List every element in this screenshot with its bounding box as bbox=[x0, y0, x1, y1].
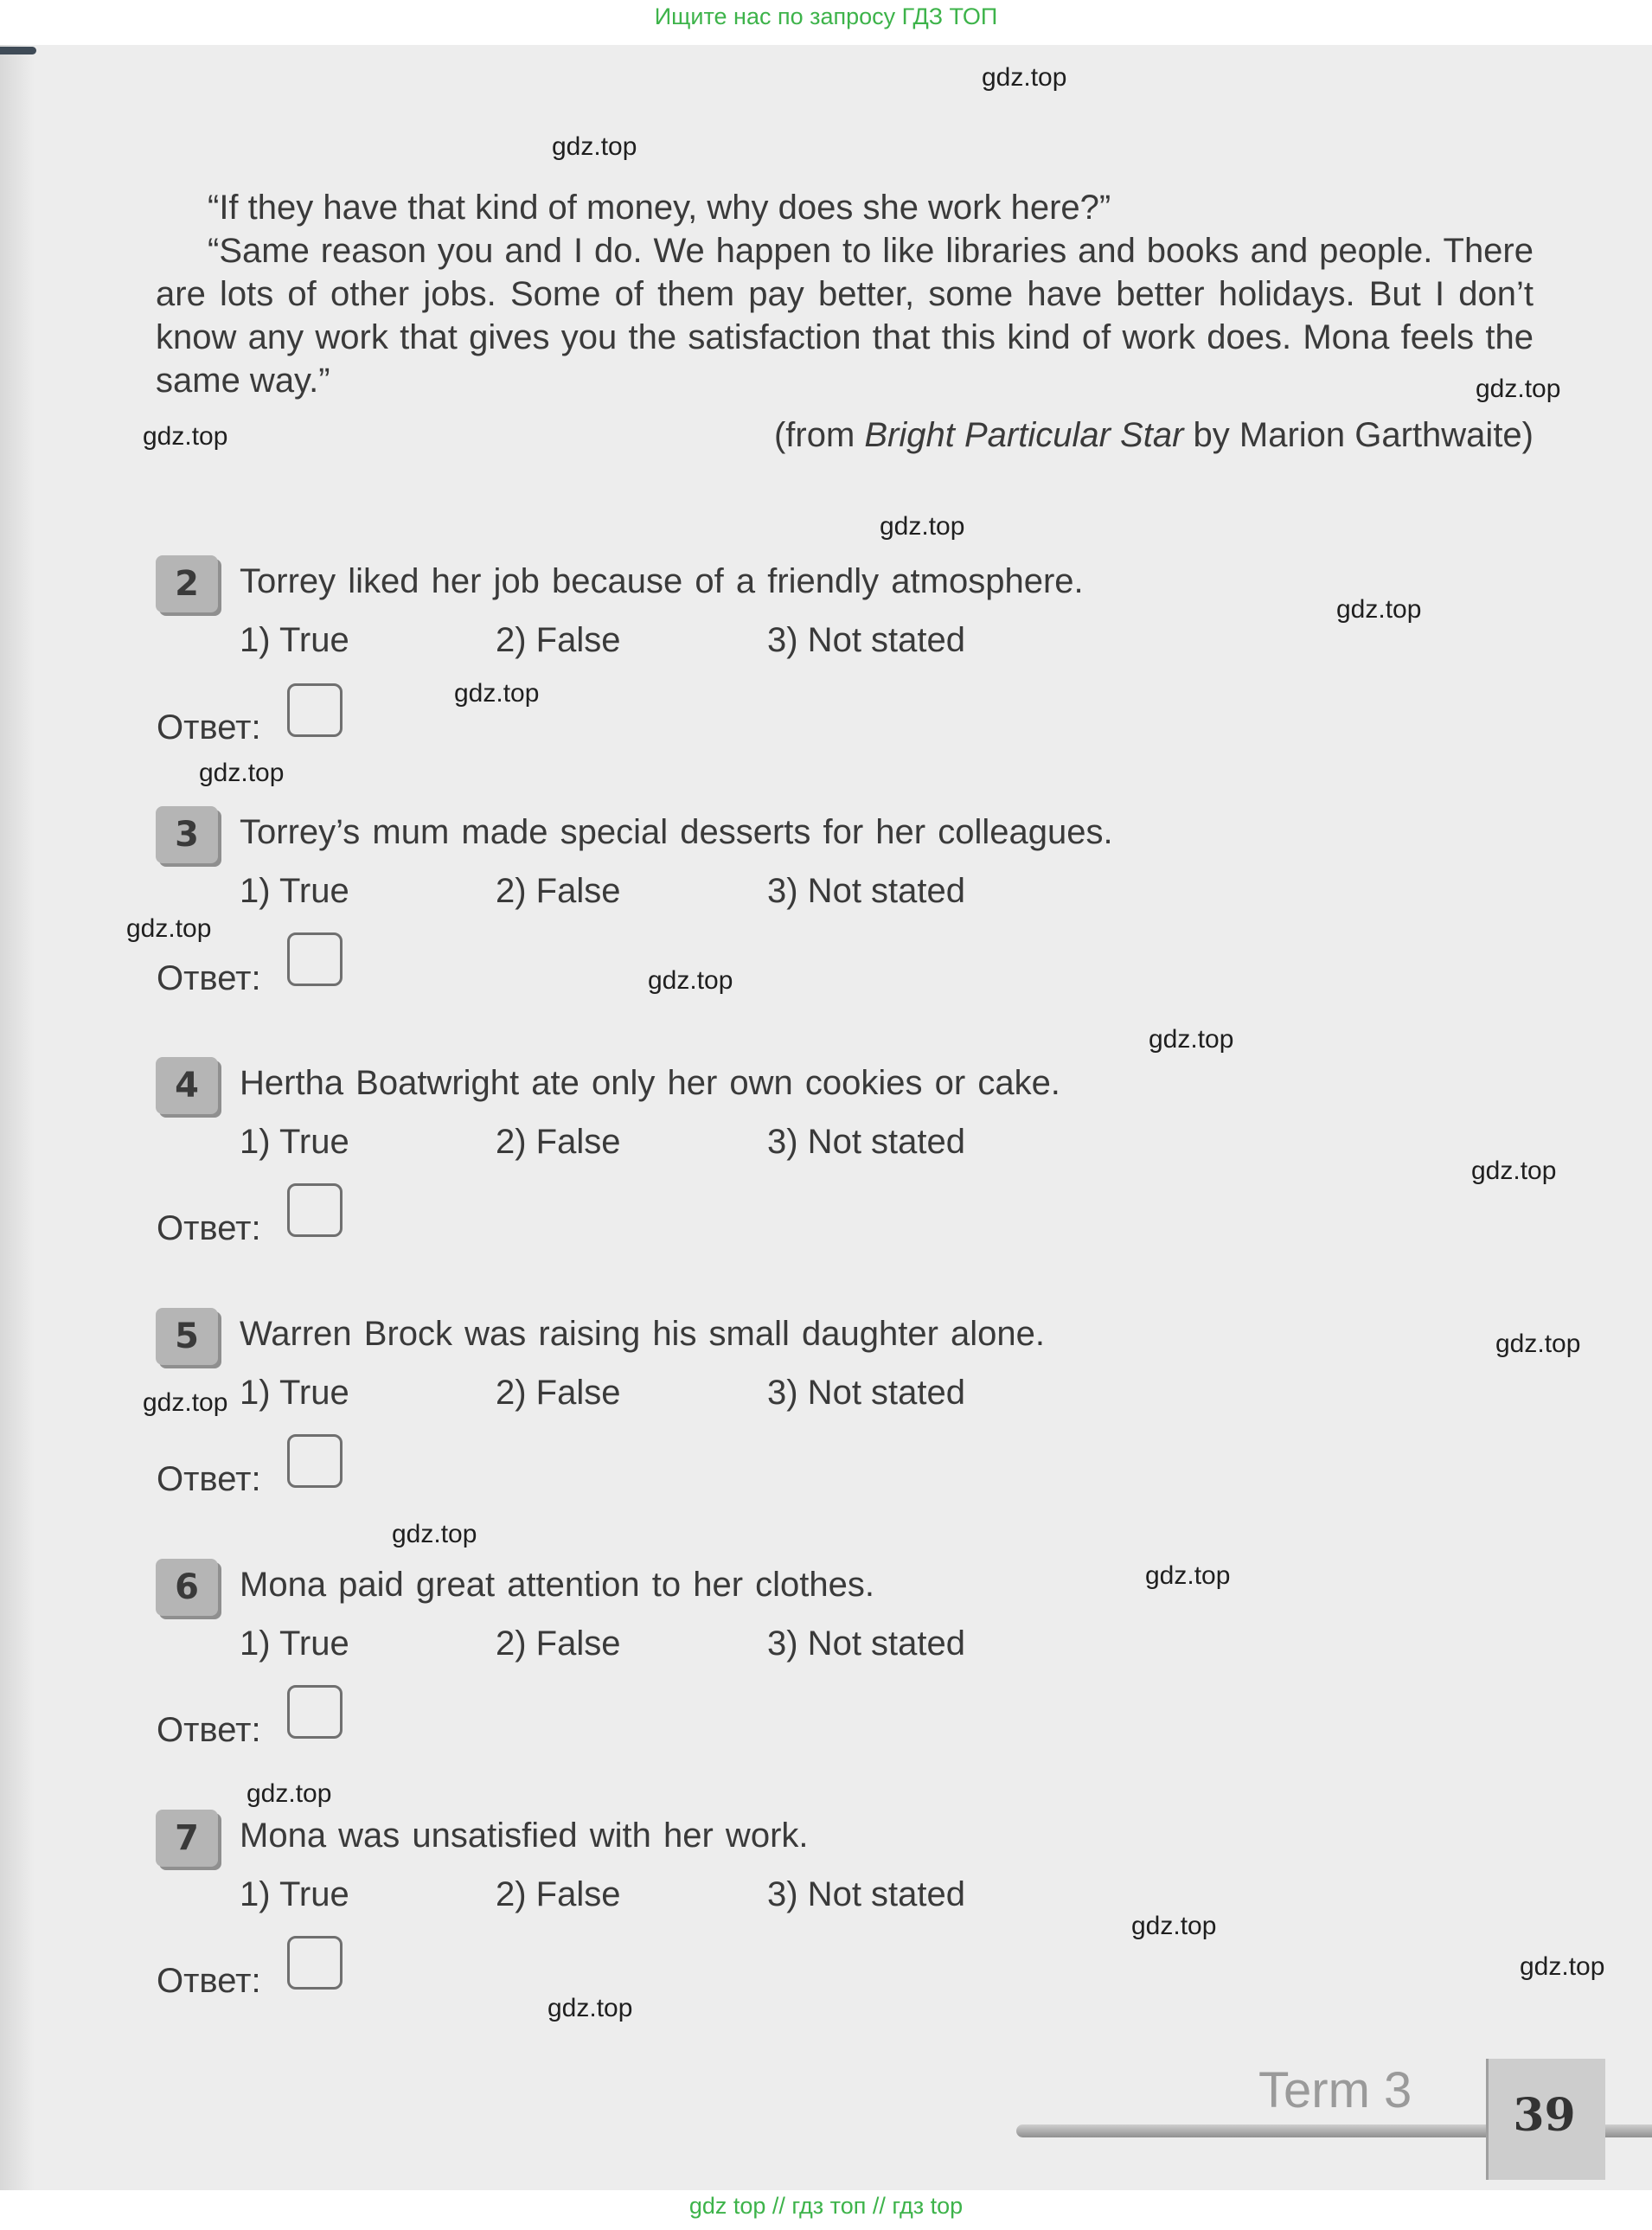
option-not-stated[interactable]: 3) Not stated bbox=[767, 1624, 966, 1663]
answer-label: Ответ: bbox=[157, 1209, 261, 1247]
option-true[interactable]: 1) True bbox=[240, 621, 349, 659]
answer-box[interactable] bbox=[287, 1936, 343, 1990]
watermark: gdz.top bbox=[247, 1779, 332, 1808]
option-false[interactable]: 2) False bbox=[496, 621, 621, 659]
watermark: gdz.top bbox=[982, 63, 1067, 92]
answer-box[interactable] bbox=[287, 932, 343, 986]
citation-author: by Marion Garthwaite) bbox=[1183, 416, 1534, 454]
watermark: gdz.top bbox=[1149, 1025, 1234, 1054]
watermark: gdz.top bbox=[143, 422, 228, 451]
option-false[interactable]: 2) False bbox=[496, 1624, 621, 1663]
option-not-stated[interactable]: 3) Not stated bbox=[767, 1875, 966, 1913]
answer-label: Ответ: bbox=[157, 1962, 261, 2000]
option-not-stated[interactable]: 3) Not stated bbox=[767, 872, 966, 910]
answer-label: Ответ: bbox=[157, 959, 261, 997]
watermark: gdz.top bbox=[143, 1388, 228, 1417]
watermark: gdz.top bbox=[1476, 375, 1561, 403]
option-false[interactable]: 2) False bbox=[496, 1123, 621, 1161]
watermark: gdz.top bbox=[547, 1994, 633, 2022]
option-false[interactable]: 2) False bbox=[496, 1374, 621, 1412]
answer-label: Ответ: bbox=[157, 1460, 261, 1498]
question-number-badge: 7 bbox=[156, 1810, 218, 1867]
passage-paragraph: “If they have that kind of money, why does she work here?” bbox=[208, 189, 1111, 227]
page-edge-shadow bbox=[0, 45, 35, 2190]
passage-citation bbox=[156, 413, 1534, 457]
search-banner[interactable]: Ищите нас по запросу ГДЗ ТОП bbox=[654, 3, 998, 29]
watermark: gdz.top bbox=[648, 966, 733, 995]
question-statement: Warren Brock was raising his small daughter alone. bbox=[240, 1315, 1046, 1353]
watermark: gdz.top bbox=[1495, 1330, 1581, 1358]
citation-book-title: Bright Particular Star bbox=[864, 416, 1184, 454]
question-number-badge: 6 bbox=[156, 1559, 218, 1616]
question-number-badge: 3 bbox=[156, 806, 218, 863]
watermark: gdz.top bbox=[199, 759, 285, 787]
term-label: Term 3 bbox=[1258, 2062, 1412, 2118]
question-statement: Hertha Boatwright ate only her own cookies or cake. bbox=[240, 1064, 1060, 1102]
option-true[interactable]: 1) True bbox=[240, 1374, 349, 1412]
watermark: gdz.top bbox=[126, 914, 212, 943]
option-true[interactable]: 1) True bbox=[240, 1123, 349, 1161]
page-number: 39 bbox=[1513, 2089, 1576, 2142]
answer-box[interactable] bbox=[287, 1434, 343, 1488]
option-true[interactable]: 1) True bbox=[240, 1875, 349, 1913]
bottom-site-link[interactable]: gdz top // гдз топ // гдз top bbox=[688, 2193, 964, 2219]
answer-label: Ответ: bbox=[157, 708, 261, 747]
watermark: gdz.top bbox=[1471, 1157, 1557, 1185]
watermark: gdz.top bbox=[454, 679, 540, 708]
question-statement: Mona was unsatisfied with her work. bbox=[240, 1817, 809, 1855]
answer-label: Ответ: bbox=[157, 1711, 261, 1749]
citation-prefix: (from bbox=[773, 416, 865, 454]
watermark: gdz.top bbox=[392, 1520, 477, 1548]
question-statement: Torrey’s mum made special desserts for her colleagues. bbox=[240, 813, 1113, 851]
option-false[interactable]: 2) False bbox=[496, 872, 621, 910]
answer-box[interactable] bbox=[287, 1685, 343, 1739]
option-true[interactable]: 1) True bbox=[240, 1624, 349, 1663]
passage-paragraph: “Same reason you and I do. We happen to like libraries and books and people. There are lots of other jobs. Some of them pay better, some have better holidays. But I don’t know any work that gives you the satisfaction that this kind of work does. Mona feels the same way.” bbox=[156, 232, 1534, 400]
watermark: gdz.top bbox=[1131, 1912, 1217, 1940]
option-false[interactable]: 2) False bbox=[496, 1875, 621, 1913]
question-statement: Torrey liked her job because of a friendly atmosphere. bbox=[240, 562, 1084, 600]
watermark: gdz.top bbox=[552, 132, 637, 161]
corner-mark bbox=[0, 47, 36, 54]
watermark: gdz.top bbox=[880, 512, 965, 541]
option-not-stated[interactable]: 3) Not stated bbox=[767, 621, 966, 659]
answer-box[interactable] bbox=[287, 683, 343, 737]
option-not-stated[interactable]: 3) Not stated bbox=[767, 1123, 966, 1161]
answer-box[interactable] bbox=[287, 1183, 343, 1237]
watermark: gdz.top bbox=[1336, 595, 1422, 624]
option-true[interactable]: 1) True bbox=[240, 872, 349, 910]
question-number-badge: 5 bbox=[156, 1308, 218, 1365]
question-statement: Mona paid great attention to her clothes. bbox=[240, 1566, 875, 1604]
question-number-badge: 2 bbox=[156, 555, 218, 612]
question-number-badge: 4 bbox=[156, 1057, 218, 1114]
option-not-stated[interactable]: 3) Not stated bbox=[767, 1374, 966, 1412]
watermark: gdz.top bbox=[1520, 1952, 1605, 1981]
watermark: gdz.top bbox=[1145, 1561, 1231, 1590]
